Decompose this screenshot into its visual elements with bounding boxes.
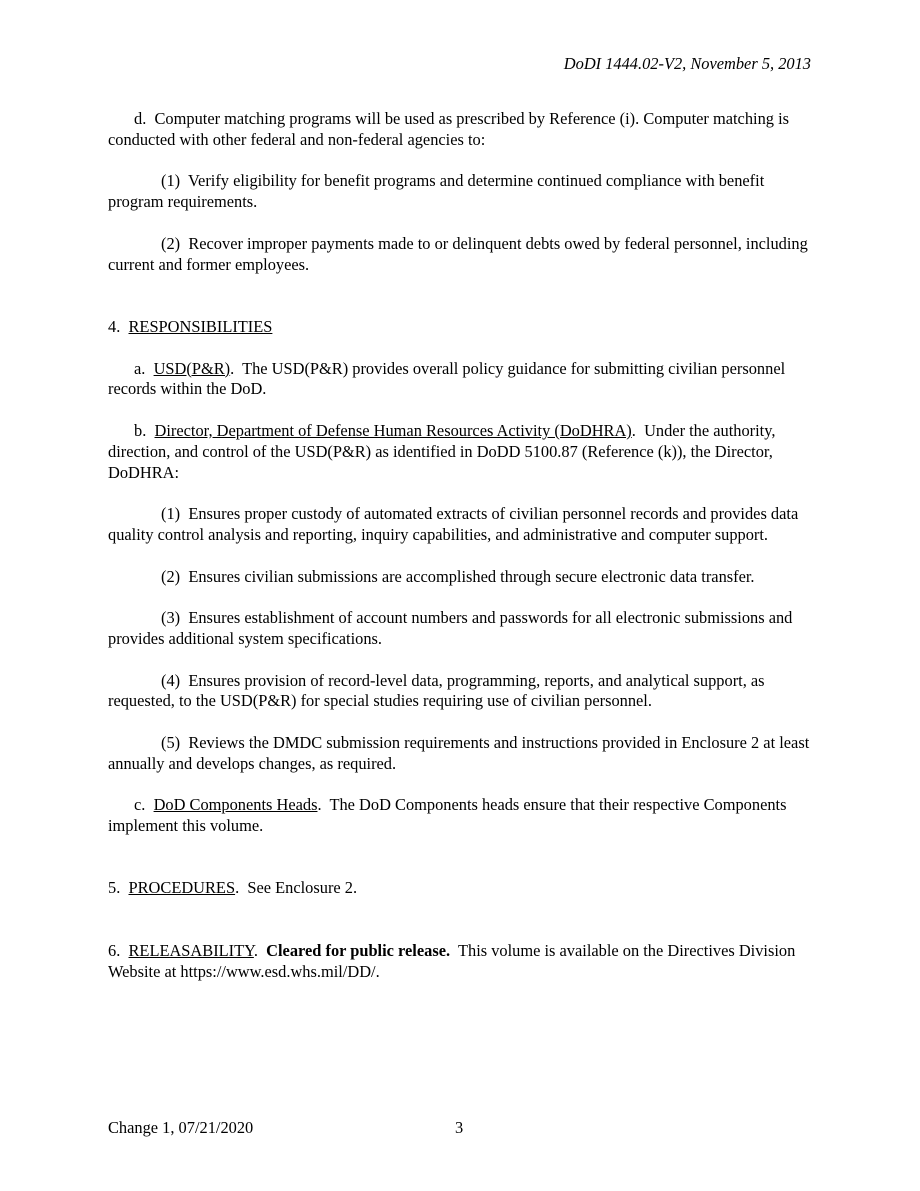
list-item: [108, 733, 814, 775]
section-title: PROCEDURES: [128, 878, 236, 898]
section-number: 6.: [108, 940, 121, 960]
paragraph-title: Director, Department of Defense Human Resources Activity (DoDHRA): [154, 420, 632, 440]
item-text: Ensures establishment of account numbers and passwords for all electronic submissions and provides additional system specifications.: [108, 608, 793, 648]
paragraph-text: The DoD Components heads ensure that their respective Components implement this volume.: [108, 795, 787, 836]
section-title: RESPONSIBILITIES: [128, 316, 273, 336]
section-text: This volume is available on the Directives Division Website at https://www.esd.whs.mil/DD/.: [108, 940, 796, 981]
list-item: [108, 608, 814, 650]
paragraph-4a: a. USD(P&R). The USD(P&R) provides overall policy guidance for submitting civilian personnel records within the DoD.: [108, 358, 786, 399]
list-item: [108, 234, 814, 276]
change-notice: Change 1, 07/21/2020: [108, 1118, 254, 1137]
section-text: See Enclosure 2.: [247, 878, 358, 898]
item-text: Ensures proper custody of automated extracts of civilian personnel records and provides data quality control analysis and reporting, inquiry capabilities, and administrative and computer support.: [108, 504, 799, 544]
item-label: (1): [161, 171, 181, 191]
section-procedures: 5. PROCEDURES. See Enclosure 2.: [108, 878, 358, 898]
item-text: Verify eligibility for benefit programs and determine continued compliance with benefit program requirements.: [108, 171, 765, 212]
paragraph-text: Computer matching programs will be used as prescribed by Reference (i). Computer matching is conducted with other federal and non-federal agencies to:: [108, 109, 790, 149]
paragraph-d: [108, 109, 814, 151]
item-text: Ensures civilian submissions are accomplished through secure electronic data transfer.: [188, 566, 755, 586]
item-label: (5): [161, 732, 181, 752]
list-item: [108, 567, 814, 588]
paragraph-text: The USD(P&R) provides overall policy guidance for submitting civilian personnel records within the DoD.: [108, 358, 786, 399]
paragraph-4b: b. Director, Department of Defense Human Resources Activity (DoDHRA). Under the authority, direction, and control of the USD(P&R) as identified in DoDD 5100.87 (Reference (k)), the Director, DoDHRA:: [108, 420, 776, 482]
paragraph-label: c.: [134, 795, 146, 815]
item-label: (3): [161, 608, 181, 628]
section-number: 4.: [108, 316, 121, 336]
item-text: Recover improper payments made to or delinquent debts owed by federal personnel, including current and former employees.: [108, 233, 808, 274]
paragraph-label: a.: [134, 358, 146, 378]
section-releasability: 6. RELEASABILITY. Cleared for public release. This volume is available on the Directives Division Website at https://www.esd.whs.mil/DD/.: [108, 940, 796, 981]
paragraph-label: d.: [134, 109, 147, 128]
item-label: (4): [161, 670, 181, 690]
list-item: [108, 671, 814, 713]
list-item: [108, 504, 814, 546]
page-number: 3: [455, 1118, 464, 1137]
section-number: 5.: [108, 878, 121, 898]
paragraph-title: USD(P&R): [153, 358, 231, 378]
paragraph-title: DoD Components Heads: [153, 795, 318, 815]
page-header: DoDI 1444.02-V2, November 5, 2013: [563, 54, 811, 73]
item-text: Ensures provision of record-level data, programming, reports, and analytical support, as requested, to the USD(P&R) for special studies requiring use of civilian personnel.: [108, 670, 765, 711]
item-label: (1): [161, 504, 181, 524]
item-label: (2): [161, 566, 181, 586]
section-heading-responsibilities: [108, 317, 814, 338]
paragraph-text: Under the authority, direction, and control of the USD(P&R) as identified in DoDD 5100.87 (Reference (k)), the Director, DoDHRA:: [108, 420, 776, 482]
list-item: [108, 171, 814, 213]
paragraph-label: b.: [134, 420, 147, 440]
paragraph-4c: c. DoD Components Heads. The DoD Components heads ensure that their respective Components implement this volume.: [108, 795, 787, 836]
section-title: RELEASABILITY: [128, 940, 254, 960]
page-content: [108, 109, 814, 1003]
release-statement: Cleared for public release.: [266, 940, 451, 960]
item-label: (2): [161, 233, 181, 253]
item-text: Reviews the DMDC submission requirements and instructions provided in Enclosure 2 at least annually and develops changes, as required.: [108, 732, 810, 773]
